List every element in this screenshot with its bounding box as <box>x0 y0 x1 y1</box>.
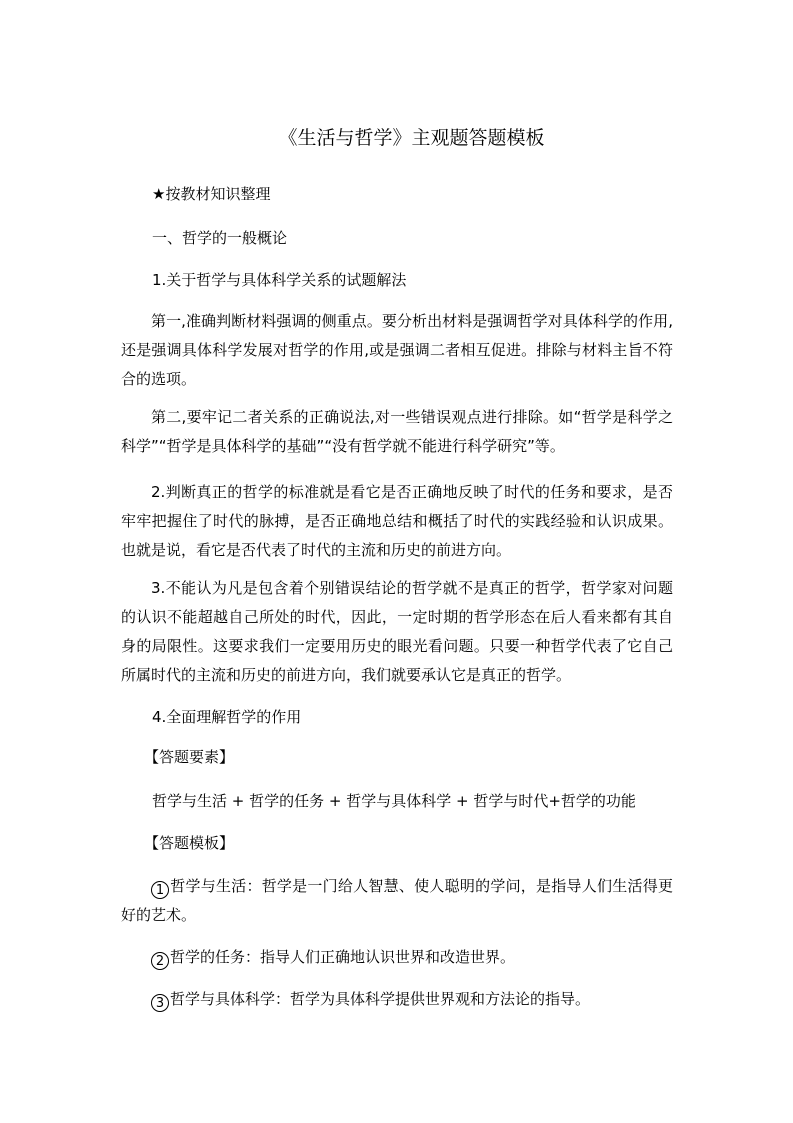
point-item <box>121 985 673 1014</box>
answer-elements-label: 【答题要素】 <box>144 748 235 766</box>
point-item <box>121 943 673 972</box>
point-text: 哲学与生活：哲学是一门给人智慧、使人聪明的学问，是指导人们生活得更好的艺术。 <box>121 877 673 924</box>
document-title: 《生活与哲学》主观题答题模板 <box>278 127 545 149</box>
answer-template-label: 【答题模板】 <box>144 834 235 852</box>
section-marker: ★按教材知识整理 <box>152 185 271 203</box>
point-text: 哲学的任务：指导人们正确地认识世界和改造世界。 <box>170 948 516 966</box>
item-1-paragraph-1: 第一,准确判断材料强调的侧重点。要分析出材料是强调哲学对具体科学的作用,还是强调具体科学发展对哲学的作用,或是强调二者相互促进。排除与材料主旨不符合的选项。 <box>121 312 673 388</box>
circled-number-1: 1 <box>151 881 169 899</box>
item-1-heading: 1.关于哲学与具体科学关系的试题解法 <box>152 271 407 289</box>
circled-number-3: 3 <box>151 994 169 1012</box>
circled-number-2: 2 <box>151 952 169 970</box>
answer-elements-text: 哲学与生活 + 哲学的任务 + 哲学与具体科学 + 哲学与时代+哲学的功能 <box>152 792 636 810</box>
point-item <box>121 872 673 930</box>
point-text: 哲学与具体科学：哲学为具体科学提供世界观和方法论的指导。 <box>170 990 591 1008</box>
item-1-paragraph-2: 第二,要牢记二者关系的正确说法,对一些错误观点进行排除。如“哲学是科学之科学”“哲学是具体科学的基础”“没有哲学就不能进行科学研究”等。 <box>121 408 673 455</box>
heading-general-overview: 一、哲学的一般概论 <box>152 229 288 247</box>
item-3-paragraph: 3.不能认为凡是包含着个别错误结论的哲学就不是真正的哲学，哲学家对问题的认识不能超越自己所处的时代，因此，一定时期的哲学形态在后人看来都有其自身的局限性。这要求我们一定要用历史的眼光看问题。只要一种哲学代表了它自己所属时代的主流和历史的前进方向，我们就要承认它是真正的哲学。 <box>121 579 673 684</box>
item-4-heading: 4.全面理解哲学的作用 <box>152 708 302 726</box>
item-2-paragraph: 2.判断真正的哲学的标准就是看它是否正确地反映了时代的任务和要求，是否牢牢把握住了时代的脉搏，是否正确地总结和概括了时代的实践经验和认识成果。也就是说，看它是否代表了时代的主流和历史的前进方向。 <box>121 483 673 559</box>
